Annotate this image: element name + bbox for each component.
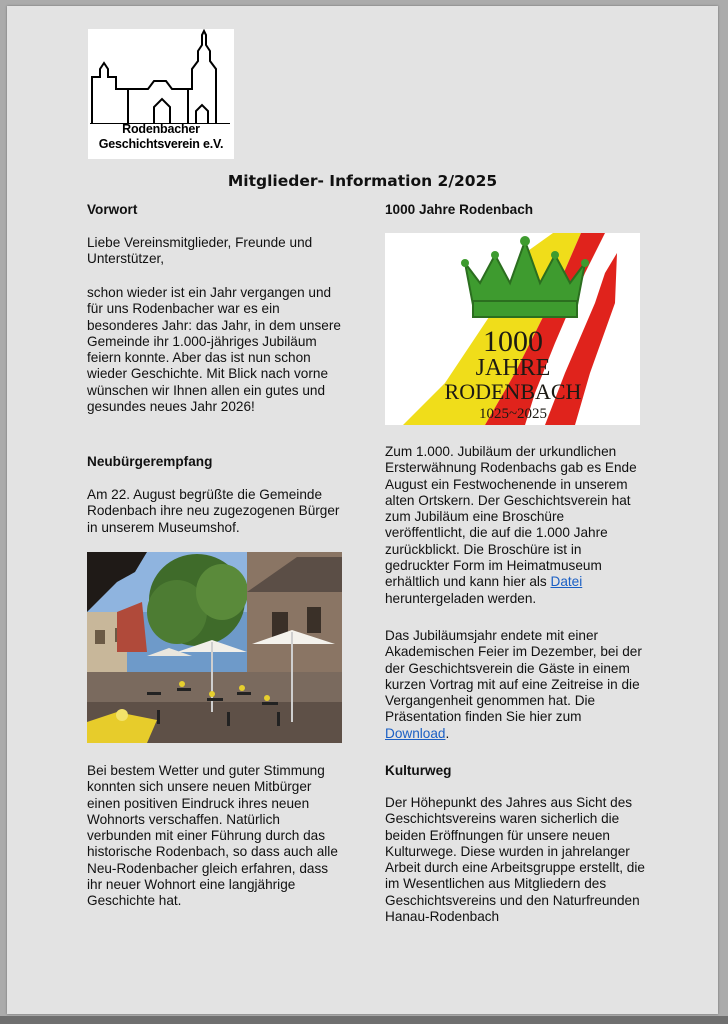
neubuerger-heading: Neubürgerempfang (87, 454, 213, 469)
museum-courtyard-photo (87, 552, 342, 743)
jubilaeum-text (385, 444, 647, 607)
logo-line-1: Rodenbacher (122, 122, 200, 136)
jubilee-logo (385, 233, 640, 425)
jubilaeum-text-end: heruntergeladen werden. (385, 590, 537, 606)
society-logo (88, 29, 234, 159)
vorwort-heading: Vorwort (87, 202, 138, 217)
viewer-bottom-edge (0, 1016, 728, 1024)
church-outline-icon (88, 29, 234, 124)
greeting-text: Liebe Vereinsmitglieder, Freunde und Unterstützer, (87, 235, 313, 267)
kulturweg-heading: Kulturweg (385, 763, 452, 778)
document-page (7, 6, 718, 1014)
logo-rodenbach: RODENBACH (444, 379, 582, 404)
weather-text: Bei bestem Wetter und guter Stimmung konnten sich unsere neuen Mitbürger einen positiven Eindruck ihres neuen Wohnorts verschaffen. Natürlich verbunden mit einer Führung durch das historische Rodenbach, so dass auch alle Neu-Rodenbacher gleich erfahren, dass ihr neuer Wohnort eine langjährige Geschichte hat. (87, 763, 338, 909)
page-title: Mitglieder- Information 2/2025 (227, 172, 498, 190)
vorwort-text: schon wieder ist ein Jahr vergangen und für uns Rodenbacher war es ein besonderes Jahr: das Jahr, in dem unsere Gemeinde ihr 1.000-jähriges Jubiläum feiern konnte. Aber das ist nun schon wieder Geschichte. Mit Blick nach vorne wünschen wir Ihnen allen ein gutes und gesundes neues Jahr 2026! (87, 285, 341, 415)
logo-years: 1025~2025 (478, 406, 548, 422)
jahre-heading: 1000 Jahre Rodenbach (385, 202, 534, 217)
datei-link[interactable]: Datei (550, 574, 583, 590)
feier-text-body: Das Jubiläumsjahr endete mit einer Akademischen Feier im Dezember, bei der der Geschichtsverein die Gäste in einem kurzen Vortrag mit auf eine Zeitreise in die Vergangenheit genommen hat. Die Präsentation finden Sie hier zum (385, 628, 642, 725)
jubilaeum-text-body: Zum 1.000. Jubiläum der urkundlichen Ersterwähnung Rodenbachs gab es Ende August ein Festwochenende in unserem alten Ortskern. Der Geschichtsverein hat zum Jubiläum eine Broschüre veröffentlicht, die auf die 1.000 Jahre zurückblickt. Die Broschüre ist in gedruckter Form im Heimatmuseum erhältlich und kann hier als (385, 444, 637, 590)
logo-jahre: JAHRE (475, 355, 551, 381)
feier-text-end: . (445, 725, 450, 741)
logo-number: 1000 (483, 325, 543, 358)
kulturweg-text: Der Höhepunkt des Jahres aus Sicht des Geschichtsvereins waren sicherlich die beiden Eröffnungen für unsere neuen Kulturwege. Diese wurden in jahrelanger Arbeit durch eine Arbeitsgruppe erstellt, die im Wesentlichen aus Mitgliedern des Geschichtsvereins und den Naturfreunden Hanau-Rodenbach (385, 795, 645, 925)
neubuerger-text: Am 22. August begrüßte die Gemeinde Rodenbach ihre neu zugezogenen Bürger in unserem Museumshof. (87, 487, 340, 535)
download-link[interactable]: Download (385, 725, 446, 741)
logo-line-2: Geschichtsverein e.V. (98, 137, 224, 151)
feier-text (385, 628, 647, 742)
